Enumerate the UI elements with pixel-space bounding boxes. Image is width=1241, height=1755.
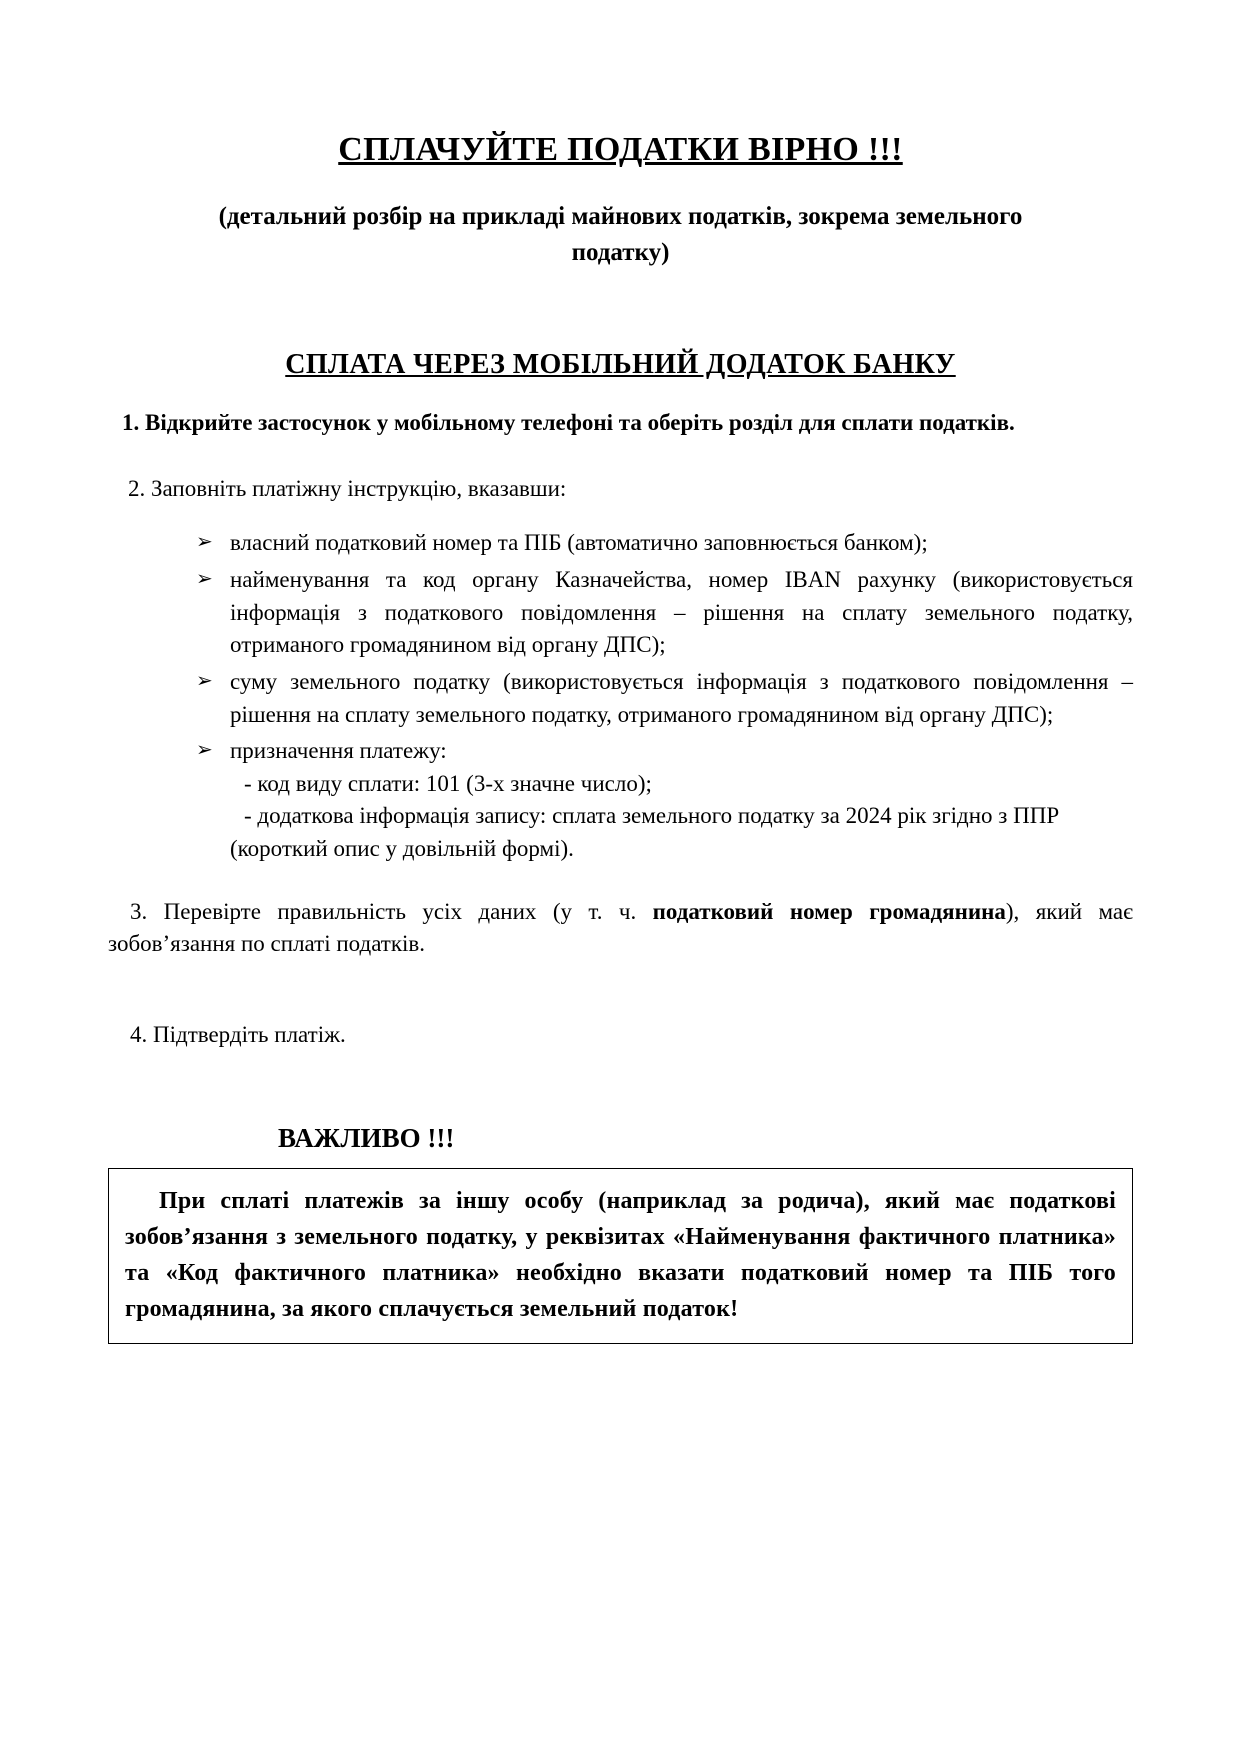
list-item-text: призначення платежу:	[230, 738, 447, 764]
important-notice-text: При сплаті платежів за іншу особу (наприклад за родича), який має податкові зобов’язання з земельного податку, у реквізитах «Найменування фактичного платника» та «Код фактичного платника» необхідно вказати податковий номер та ПІБ того громадянина, за якого сплачується земельний податок!	[125, 1188, 1116, 1323]
step-3-text-part2: ), який має зобов’язання по сплаті податків.	[108, 898, 1133, 957]
bullet-arrow-icon: ➢	[196, 737, 213, 762]
step-2-text: 2. Заповніть платіжну інструкцію, вказавши:	[128, 476, 567, 502]
list-item-subline-payment-code: - код виду сплати: 101 (3-х значне число);	[244, 770, 652, 796]
important-heading: ВАЖЛИВО !!!	[278, 1123, 455, 1154]
bullet-arrow-icon: ➢	[196, 565, 213, 590]
page-subtitle: (детальний розбір на прикладі майнових податків, зокрема земельного податку)	[218, 202, 1023, 267]
step-1-text: 1. Відкрийте застосунок у мобільному телефоні та оберіть розділ для сплати податків.	[122, 410, 1015, 436]
payment-instruction-list	[108, 527, 1133, 866]
list-item-text: власний податковий номер та ПІБ (автоматично заповнюється банком);	[230, 530, 928, 556]
step-3-emphasis: податковий номер громадянина	[652, 898, 1006, 924]
list-item	[196, 735, 1133, 866]
step-3-text	[108, 896, 1133, 961]
section-heading-mobile-app-payment: СПЛАТА ЧЕРЕЗ МОБІЛЬНИЙ ДОДАТОК БАНКУ	[285, 349, 956, 381]
list-item-text: суму земельного податку (використовується інформація з податкового повідомлення – рішення на сплату земельного податку, отриманого громадянином від органу ДПС);	[230, 668, 1133, 727]
list-item	[196, 527, 1133, 560]
step-3-text-part1: 3. Перевірте правильність усіх даних (у т. ч.	[130, 898, 653, 924]
page-title: СПЛАЧУЙТЕ ПОДАТКИ ВІРНО !!!	[338, 131, 903, 168]
list-item	[196, 666, 1133, 731]
list-item	[196, 564, 1133, 662]
step-4-text: 4. Підтвердіть платіж.	[130, 1022, 346, 1048]
list-item-subline-additional-info: - додаткова інформація запису: сплата земельного податку за 2024 рік згідно з ППР (короткий опис у довільній формі).	[230, 803, 1060, 862]
bullet-arrow-icon: ➢	[196, 529, 213, 554]
important-notice-box	[108, 1168, 1133, 1344]
bullet-arrow-icon: ➢	[196, 667, 213, 692]
list-item-text: найменування та код органу Казначейства, номер IBAN рахунку (використовується інформація з податкового повідомлення – рішення на сплату земельного податку, отриманого громадянином від органу ДПС);	[230, 566, 1133, 658]
